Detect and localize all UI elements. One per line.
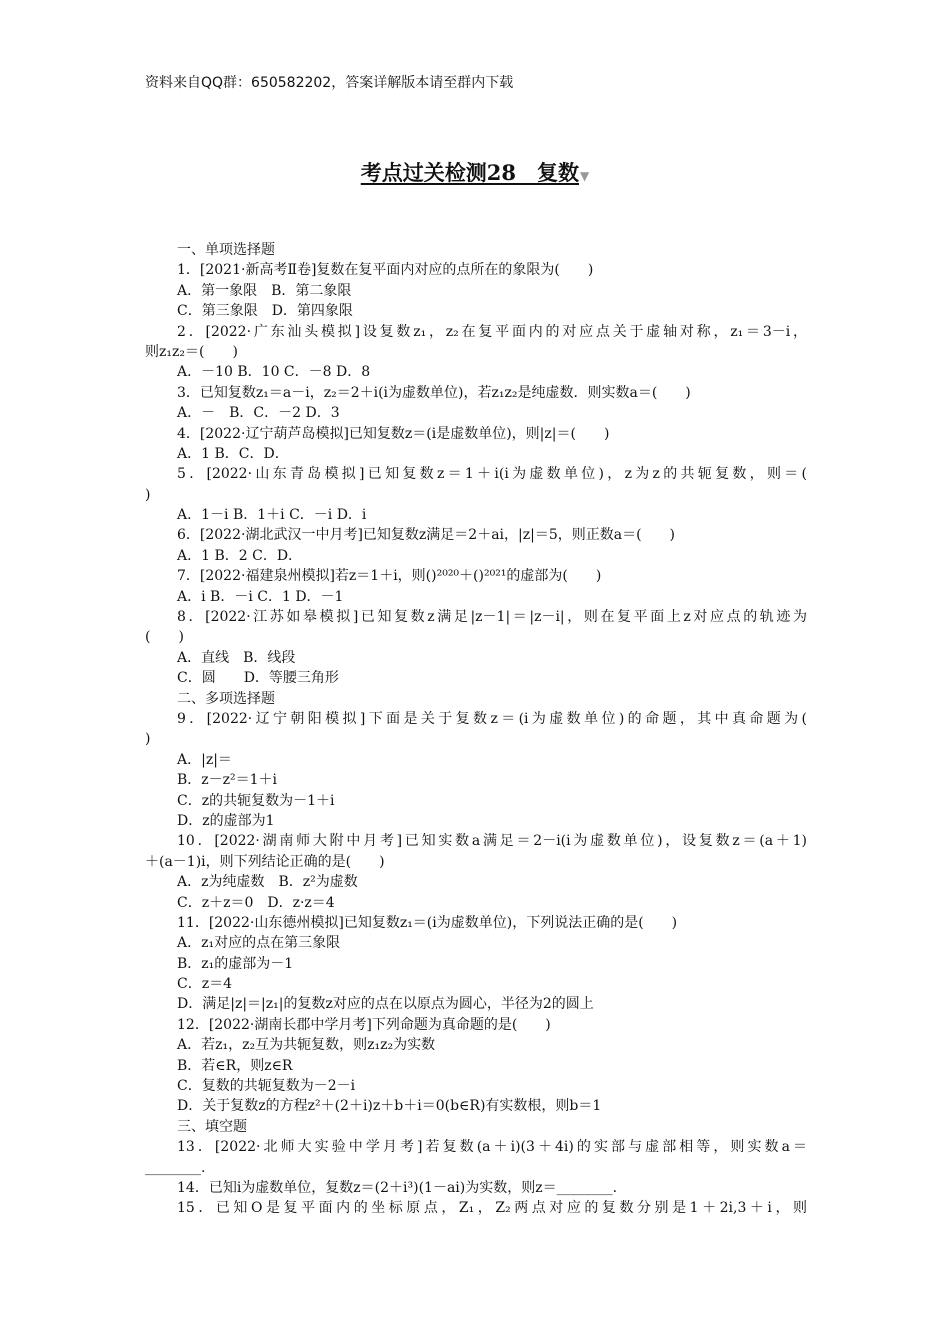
question-continuation: ________. [145,1159,206,1176]
question-line: 7．[2022·福建泉州模拟]若z＝1＋i，则()²⁰²⁰＋()²⁰²¹的虚部为( ) [177,568,602,585]
question-line: 10．[2022·湖南师大附中月考]已知实数a满足＝2－i(i为虚数单位)，设复数z＝(a＋1) [177,833,807,850]
source-note: 资料来自QQ群：650582202，答案详解版本请至群内下载 [145,75,514,91]
option-line: C．复数的共轭复数为－2－i [177,1078,356,1095]
question-line: 11．[2022·山东德州模拟]已知复数z₁＝(i为虚数单位)，下列说法正确的是( ) [177,914,678,931]
option-line: A．z为纯虚数 B．z²为虚数 [177,874,358,891]
question-line: 15．已知O是复平面内的坐标原点，Z₁，Z₂两点对应的复数分别是1＋2i,3＋i，则 [177,1200,807,1217]
option-line: C．z＝4 [177,976,232,993]
question-line: 3．已知复数z₁＝a－i，z₂＝2＋i(i为虚数单位)，若z₁z₂是纯虚数．则实数a＝( ) [177,384,691,401]
question-line: 5．[2022·山东青岛模拟]已知复数z＝1＋i(i为虚数单位)，z为z的共轭复数，则＝( [177,466,807,483]
option-line: C．圆 D．等腰三角形 [177,670,339,687]
option-line: B．若∈R，则z∈R [177,1057,293,1074]
option-line: A．－10 B．10 C．－8 D．8 [177,364,371,381]
question-continuation: ( ) [145,629,184,646]
question-continuation: 则z₁z₂＝( ) [145,343,238,360]
option-line: D．z的虚部为1 [177,812,275,829]
question-continuation: ) [145,731,151,748]
option-line: A．z₁对应的点在第三象限 [177,935,341,952]
option-line: A．第一象限 B．第二象限 [177,282,352,299]
option-line: A．|z|＝ [177,751,232,768]
option-line: D．满足|z|＝|z₁|的复数z对应的点在以原点为圆心，半径为2的圆上 [177,996,594,1013]
question-line: 2．[2022·广东汕头模拟]设复数z₁，z₂在复平面内的对应点关于虚轴对称，z₁＝3－i， [177,323,807,340]
question-continuation: ) [145,486,151,503]
option-line: A．直线 B．线段 [177,649,296,666]
question-line: 8．[2022·江苏如皋模拟]已知复数z满足|z－1|＝|z－i|，则在复平面上z对应点的轨迹为 [177,609,807,626]
question-line: 13．[2022·北师大实验中学月考]若复数(a＋i)(3＋4i)的实部与虚部相等，则实数a＝ [177,1139,807,1156]
question-line: 9．[2022·辽宁朝阳模拟]下面是关于复数z＝(i为虚数单位)的命题，其中真命题为( [177,710,807,727]
section-heading: 一、单项选择题 [177,242,275,258]
exercise-body [145,240,807,1219]
question-line: 4．[2022·辽宁葫芦岛模拟]已知复数z＝(i是虚数单位)，则|z|＝( ) [177,425,610,442]
option-line: C．第三象限 D．第四象限 [177,303,353,320]
title-text: 考点过关检测28 复数 [360,160,579,185]
option-line: C．z的共轭复数为－1＋i [177,792,335,809]
section-heading: 三、填空题 [177,1118,247,1135]
question-continuation: ＋(a－1)i，则下列结论正确的是( ) [145,853,385,870]
option-line: A．1 B．C．D． [177,445,289,462]
option-line: B．z－z²＝1＋i [177,772,278,789]
option-line: A．1－i B．1＋i C．－i D．i [177,507,367,524]
option-line: D．关于复数z的方程z²＋(2＋i)z＋b＋i＝0(b∈R)有实数根，则b＝1 [177,1098,602,1115]
question-line: 14．已知i为虚数单位，复数z＝(2＋i³)(1－ai)为实数，则z＝________. [177,1179,618,1196]
option-line: A．1 B．2 C．D． [177,547,303,564]
section-heading: 二、多项选择题 [177,690,275,707]
option-line: A．若z₁，z₂互为共轭复数，则z₁z₂为实数 [177,1037,436,1054]
option-line: A．i B．－i C．1 D．－1 [177,588,344,605]
option-line: A．－ B．C．－2 D．3 [177,405,340,422]
question-line: 6．[2022·湖北武汉一中月考]已知复数z满足＝2＋ai，|z|＝5，则正数a＝( ) [177,527,676,544]
page-title [0,157,950,187]
question-line: 1．[2021·新高考Ⅱ卷]复数在复平面内对应的点所在的象限为( ) [177,262,594,279]
collapse-triangle-icon: ▼ [580,169,590,183]
option-line: C．z＋z＝0 D．z·z＝4 [177,894,335,911]
question-line: 12．[2022·湖南长郡中学月考]下列命题为真命题的是( ) [177,1016,551,1033]
option-line: B．z₁的虚部为－1 [177,955,294,972]
